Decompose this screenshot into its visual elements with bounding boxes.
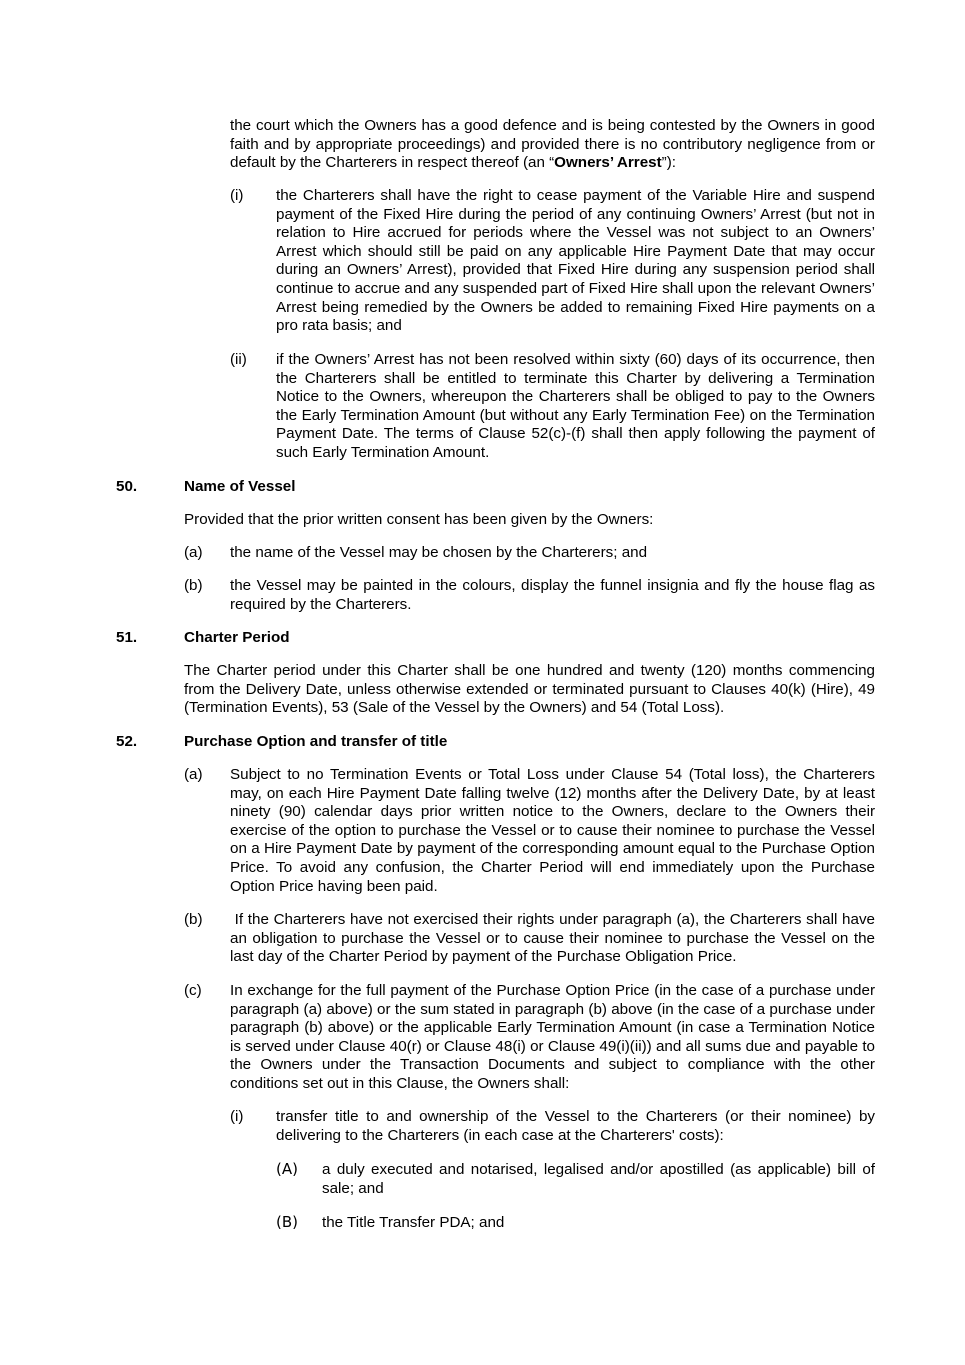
arrest-item-ii-label: (ii) <box>230 351 247 368</box>
clause-50-intro: Provided that the prior written consent has been given by the Owners: <box>184 511 654 528</box>
clause-50-item-b-label: (b) <box>184 577 203 594</box>
clause-51-text: The Charter period under this Charter shall be one hundred and twenty (120) months commencing from the Delivery Date, unless otherwise extended or terminated pursuant to Clauses 40(k) (Hire), 49 (Termination Events), 53 (Sale of the Vessel by the Owners) and 54 (Total Loss). <box>184 662 875 717</box>
clause-52-item-c-label: (c) <box>184 982 202 999</box>
owners-arrest-term: Owners’ Arrest <box>554 154 662 172</box>
clause-52-item-a-label: (a) <box>184 766 203 783</box>
intro-text: the court which the Owners has a good defence and is being contested by the Owners in good faith and by appropriate proceedings) and provided there is no contributory negligence from or default by the Charterers in respect thereof (an “ <box>230 117 875 172</box>
clause-50-number: 50. <box>116 478 138 495</box>
clause-50-item-a-label: (a) <box>184 544 203 561</box>
clause-51-title: Charter Period <box>184 629 290 646</box>
clause-52-item-b-label: (b) <box>184 911 203 928</box>
intro-paragraph <box>230 117 875 173</box>
clause-52-subsub-a-label: (A) <box>276 1160 298 1178</box>
clause-52-item-a-text: Subject to no Termination Events or Total Loss under Clause 54 (Total loss), the Charterers may, on each Hire Payment Date falling twelve (12) months after the Delivery Date, by at least ninety (90) calendar days prior written notice to the Owners, declare to the Owners their exercise of the option to purchase the Vessel or to cause their nominee to purchase the Vessel on a Hire Payment Date by payment of the corresponding amount equal to the Purchase Option Price. To avoid any confusion, the Charter Period will end immediately upon the Purchase Option Price having been paid. <box>230 766 875 895</box>
arrest-item-i-text: the Charterers shall have the right to cease payment of the Variable Hire and suspend payment of the Fixed Hire during the period of any continuing Owners’ Arrest (but not in relation to Hire accrued for periods where the Vessel was not subject to an Owners’ Arrest which should still be paid on any applicable Hire Payment Date that may occur during an Owners’ Arrest), provided that Fixed Hire during any suspension period shall continue to accrue and any suspended part of Fixed Hire shall upon the relevant Owners’ Arrest being remedied by the Owners be added to remaining Fixed Hire payments on a pro rata basis; and <box>276 187 875 335</box>
clause-50-item-b-text: the Vessel may be painted in the colours, display the funnel insignia and fly the house flag as required by the Charterers. <box>230 577 875 613</box>
arrest-item-i-label: (i) <box>230 187 244 204</box>
clause-50-title: Name of Vessel <box>184 478 296 495</box>
clause-51-number: 51. <box>116 629 138 646</box>
clause-52-sub-i-text: transfer title to and ownership of the Vessel to the Charterers (or their nominee) by delivering to the Charterers (in each case at the Charterers' costs): <box>276 1108 875 1144</box>
clause-52-sub-i-label: (i) <box>230 1108 244 1125</box>
clause-52-item-c-text: In exchange for the full payment of the Purchase Option Price (in the case of a purchase under paragraph (a) above) or the sum stated in paragraph (b) above (in the case of a purchase under paragraph (b) above) or the applicable Early Termination Amount (in case a Termination Notice is served under Clause 40(r) or Clause 48(i) or Clause 49(i)(ii)) and all sums due and payable to the Owners under the Transaction Documents and subject to compliance with the other conditions set out in this Clause, the Owners shall: <box>230 982 875 1092</box>
clause-50-item-a-text: the name of the Vessel may be chosen by the Charterers; and <box>230 544 648 561</box>
clause-52-subsub-a-text: a duly executed and notarised, legalised and/or apostilled (as applicable) bill of sale; and <box>322 1161 875 1197</box>
clause-52-subsub-b-label: (B) <box>276 1213 298 1231</box>
arrest-item-ii-text: if the Owners’ Arrest has not been resolved within sixty (60) days of its occurrence, then the Charterers shall be entitled to terminate this Charter by delivering a Termination Notice to the Owners, whereupon the Charterers shall be obliged to pay to the Owners the Early Termination Amount (but without any Early Termination Fee) on the Termination Payment Date. The terms of Clause 52(c)-(f) shall then apply following the payment of such Early Termination Amount. <box>276 351 875 461</box>
intro-text-end: ”): <box>661 154 676 172</box>
clause-52-item-b-text: If the Charterers have not exercised their rights under paragraph (a), the Charterers shall have an obligation to purchase the Vessel or to cause their nominee to purchase the Vessel on the last day of the Charter Period by payment of the Purchase Obligation Price. <box>230 911 880 966</box>
clause-52-title: Purchase Option and transfer of title <box>184 733 448 750</box>
clause-52-subsub-b-text: the Title Transfer PDA; and <box>322 1214 505 1231</box>
clause-52-number: 52. <box>116 733 138 750</box>
